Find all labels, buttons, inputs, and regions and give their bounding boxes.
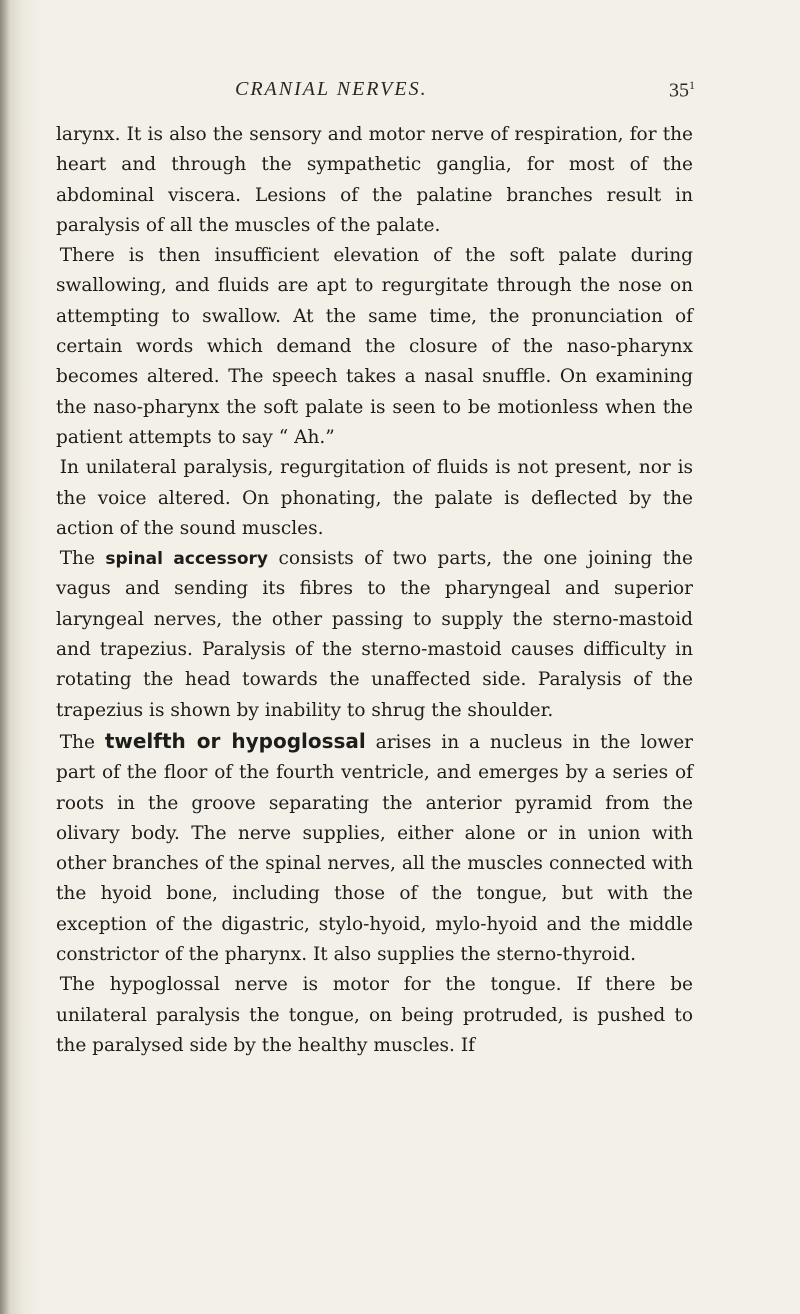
term-spinal-accessory: spinal accessory	[105, 549, 268, 570]
page-number-main: 35	[669, 79, 689, 102]
paragraph-1: larynx. It is also the sensory and motor nerve of respiration, for the heart and through the sympathetic ganglia, for most of the abdominal viscera. Lesions of the palatine branches result in paralysis of all the muscles of the palate.	[56, 124, 693, 236]
paragraph-4	[56, 544, 693, 726]
paragraph-2: There is then insufficient elevation of the soft palate during swallowing, and fluids are apt to regurgitate through the nose on attempting to swallow. At the same time, the pronunciation of certain words which demand the closure of the naso-pharynx becomes altered. The speech takes a nasal snuffle. On examining the naso-pharynx the soft palate is seen to be motionless when the patient attempts to say “ Ah.”	[56, 245, 693, 448]
paragraph-5-body: arises in a nucleus in the lower part of the floor of the fourth ventricle, and emerges by a series of roots in the groove separating the anterior pyramid from the olivary body. The nerve supplies, either alone or in union with other branches of the spinal nerves, all the muscles connected with the hyoid bone, including those of the tongue, but with the exception of the digastric, stylo-hyoid, mylo-hyoid and the middle constrictor of the pharynx. It also supplies the sterno-thyroid.	[56, 731, 693, 966]
page-header	[215, 78, 695, 108]
paragraph-5	[56, 726, 693, 970]
page-gutter-shadow	[0, 0, 10, 1314]
paragraph-3: In unilateral paralysis, regurgitation of fluids is not present, nor is the voice altered. On phonating, the palate is deflected by the action of the sound muscles.	[56, 457, 693, 539]
term-hypoglossal: twelfth or hypoglossal	[104, 728, 366, 753]
running-head: CRANIAL NERVES.	[235, 78, 428, 100]
paragraph-5-lead: The	[59, 731, 105, 753]
paragraph-4-body: consists of two parts, the one joining the vagus and sending its fibres to the pharyngeal and superior laryngeal nerves, the other passing to supply the sterno-mastoid and trapezius. Paralysis of the sterno-mastoid causes difficulty in rotating the head towards the unaffected side. Paralysis of the trapezius is shown by inability to shrug the shoulder.	[56, 548, 693, 721]
paragraph-6: The hypoglossal nerve is motor for the tongue. If there be unilateral paralysis the tongue, on being protruded, is pushed to the paralysed side by the healthy muscles. If	[56, 974, 693, 1056]
body-text	[56, 120, 693, 1061]
page-number	[669, 78, 695, 103]
paragraph-4-lead: The	[59, 548, 106, 570]
page-number-sup: 1	[689, 78, 695, 92]
